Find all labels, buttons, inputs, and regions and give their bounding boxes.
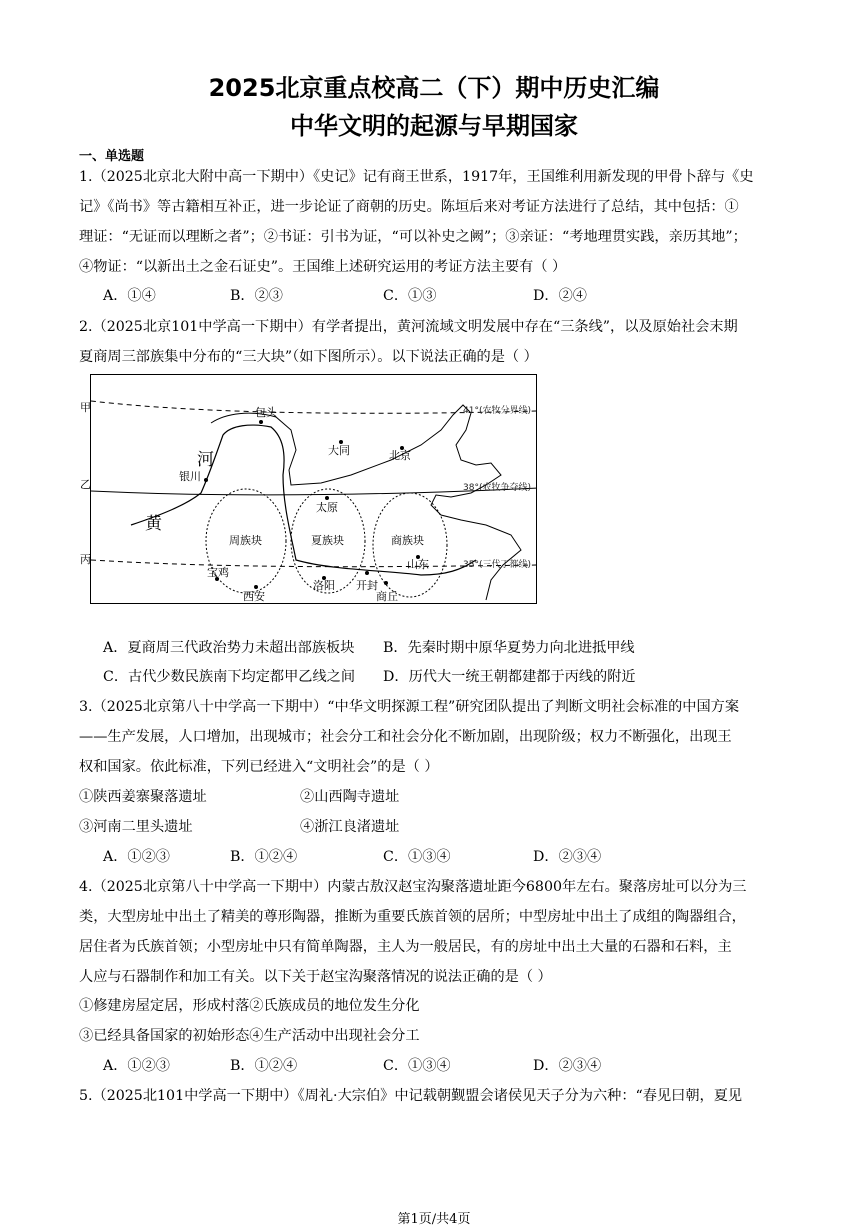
q3-option-a: A．①②③	[103, 849, 170, 865]
q4-line: 居住者为氏族首领；小型房址中只有简单陶器，主人为一般居民，有的房址中出土大量的石器和石料，主	[79, 939, 732, 955]
q3-option-b: B．①②④	[230, 849, 298, 865]
q2-line: 2.（2025北京101中学高一下期中）有学者提出，黄河流域文明发展中存在“三条线”，以及原始社会末期	[79, 319, 738, 335]
q3-line: 3.（2025北京第八十中学高一下期中）“中华文明探源工程”研究团队提出了判断文明社会标准的中国方案	[79, 699, 740, 715]
city-label-taiyuan: 太原	[316, 501, 338, 514]
q2-option-a: A．夏商周三代政治势力未超出部族板块	[103, 640, 355, 656]
q2-option-b: B．先秦时期中原华夏势力向北进抵甲线	[383, 640, 635, 656]
map-line-label-jia: 甲	[80, 401, 91, 414]
city-label-yinchuan: 银川	[179, 470, 201, 483]
city-dot	[204, 478, 208, 482]
section-heading: 一、单选题	[79, 149, 145, 164]
page-subtitle: 中华文明的起源与早期国家	[290, 112, 578, 140]
q3-line: 权和国家。依此标准，下列已经进入“文明社会”的是（ ）	[79, 759, 439, 775]
q4-option-b: B．①②④	[230, 1058, 298, 1074]
lat-label-35: 35°(三代丁都线)	[463, 560, 531, 570]
city-dot	[259, 420, 263, 424]
city-label-luoyang: 洛阳	[313, 579, 335, 592]
river-label-he: 河	[197, 450, 214, 470]
city-label-shangqiu: 商丘	[376, 590, 398, 603]
q4-line: ①修建房屋定居，形成村落②氏族成员的地位发生分化	[79, 998, 420, 1014]
block-label-zhou: 周族块	[229, 534, 262, 547]
q3-item: ③河南二里头遗址	[79, 819, 193, 835]
q1-line: 记》《尚书》等古籍相互补正，进一步论证了商朝的历史。陈垣后来对考证方法进行了总结，其中包括：①	[79, 199, 739, 215]
map-line-label-yi: 乙	[80, 478, 91, 491]
city-label-shandong: 山东	[407, 558, 429, 571]
city-dot	[325, 496, 329, 500]
map-line-label-bing: 丙	[80, 553, 91, 566]
city-label-kaifeng: 开封	[356, 579, 378, 592]
map-figure	[90, 374, 537, 604]
city-label-beijing: 北京	[389, 449, 411, 462]
q1-line: ④物证：“以新出土之金石证史”。王国维上述研究运用的考证方法主要有（ ）	[79, 259, 567, 275]
river-label-huang: 黄	[145, 514, 162, 534]
city-dot	[384, 581, 388, 585]
q5-line: 5.（2025北101中学高一下期中）《周礼·大宗伯》中记载朝觐盟会诸侯见天子分为六种：“春见曰朝，夏见	[79, 1088, 743, 1104]
lat-label-38: 38°(农牧争夺线)	[463, 483, 531, 493]
page-title: 2025北京重点校高二（下）期中历史汇编	[208, 74, 660, 102]
city-dot	[254, 585, 258, 589]
q2-option-d: D．历代大一统王朝都建都于丙线的附近	[383, 669, 636, 685]
q2-line: 夏商周三部族集中分布的“三大块”（如下图所示）。以下说法正确的是（ ）	[79, 349, 538, 365]
q4-line: 类，大型房址中出土了精美的尊形陶器，推断为重要氏族首领的居所；中型房址中出土了成组的陶器组合，	[79, 909, 746, 925]
block-label-xia: 夏族块	[311, 534, 344, 547]
q1-line: 1.（2025北京北大附中高一下期中）《史记》记有商王世系，1917年，王国维利用新发现的甲骨卜辞与《史	[79, 169, 754, 185]
q3-line: ——生产发展，人口增加，出现城市；社会分工和社会分化不断加剧，出现阶级；权力不断强化，出现王	[79, 729, 732, 745]
q2-option-c: C．古代少数民族南下均定都甲乙线之间	[103, 669, 356, 685]
q4-option-d: D．②③④	[533, 1058, 602, 1074]
q4-option-c: C．①③④	[383, 1058, 451, 1074]
city-label-xian: 西安	[243, 590, 265, 603]
city-dot	[365, 571, 369, 575]
q4-line: 人应与石器制作和加工有关。以下关于赵宝沟聚落情况的说法正确的是（ ）	[79, 969, 552, 985]
yellow-river-path	[131, 425, 476, 575]
coastline-path	[211, 405, 521, 600]
q3-item: ②山西陶寺遗址	[300, 789, 400, 805]
lat-label-41: 41°(农牧分界线)	[463, 406, 531, 416]
page-number: 第1页/共4页	[397, 1212, 471, 1227]
q1-option-d: D．②④	[533, 288, 587, 304]
q1-line: 理证：“无证而以理断之者”；②书证：引书为证，“可以补史之阙”；③亲证：“考地理贯实践，亲历其地”；	[79, 229, 747, 245]
q4-line: 4.（2025北京第八十中学高一下期中）内蒙古敖汉赵宝沟聚落遗址距今6800年左右。聚落房址可以分为三	[79, 879, 747, 895]
q4-option-a: A．①②③	[103, 1058, 170, 1074]
q1-option-a: A．①④	[103, 288, 156, 304]
q4-line: ③已经具备国家的初始形态④生产活动中出现社会分工	[79, 1028, 420, 1044]
q3-option-c: C．①③④	[383, 849, 451, 865]
q3-option-d: D．②③④	[533, 849, 602, 865]
q1-option-c: C．①③	[383, 288, 437, 304]
q3-item: ①陕西姜寨聚落遗址	[79, 789, 207, 805]
city-label-datong: 大同	[328, 444, 350, 457]
block-label-shang: 商族块	[391, 534, 424, 547]
city-label-baoji: 宝鸡	[207, 566, 229, 579]
q1-option-b: B．②③	[230, 288, 283, 304]
q3-item: ④浙江良渚遗址	[300, 819, 400, 835]
city-label-baotou: 包头	[255, 406, 277, 419]
